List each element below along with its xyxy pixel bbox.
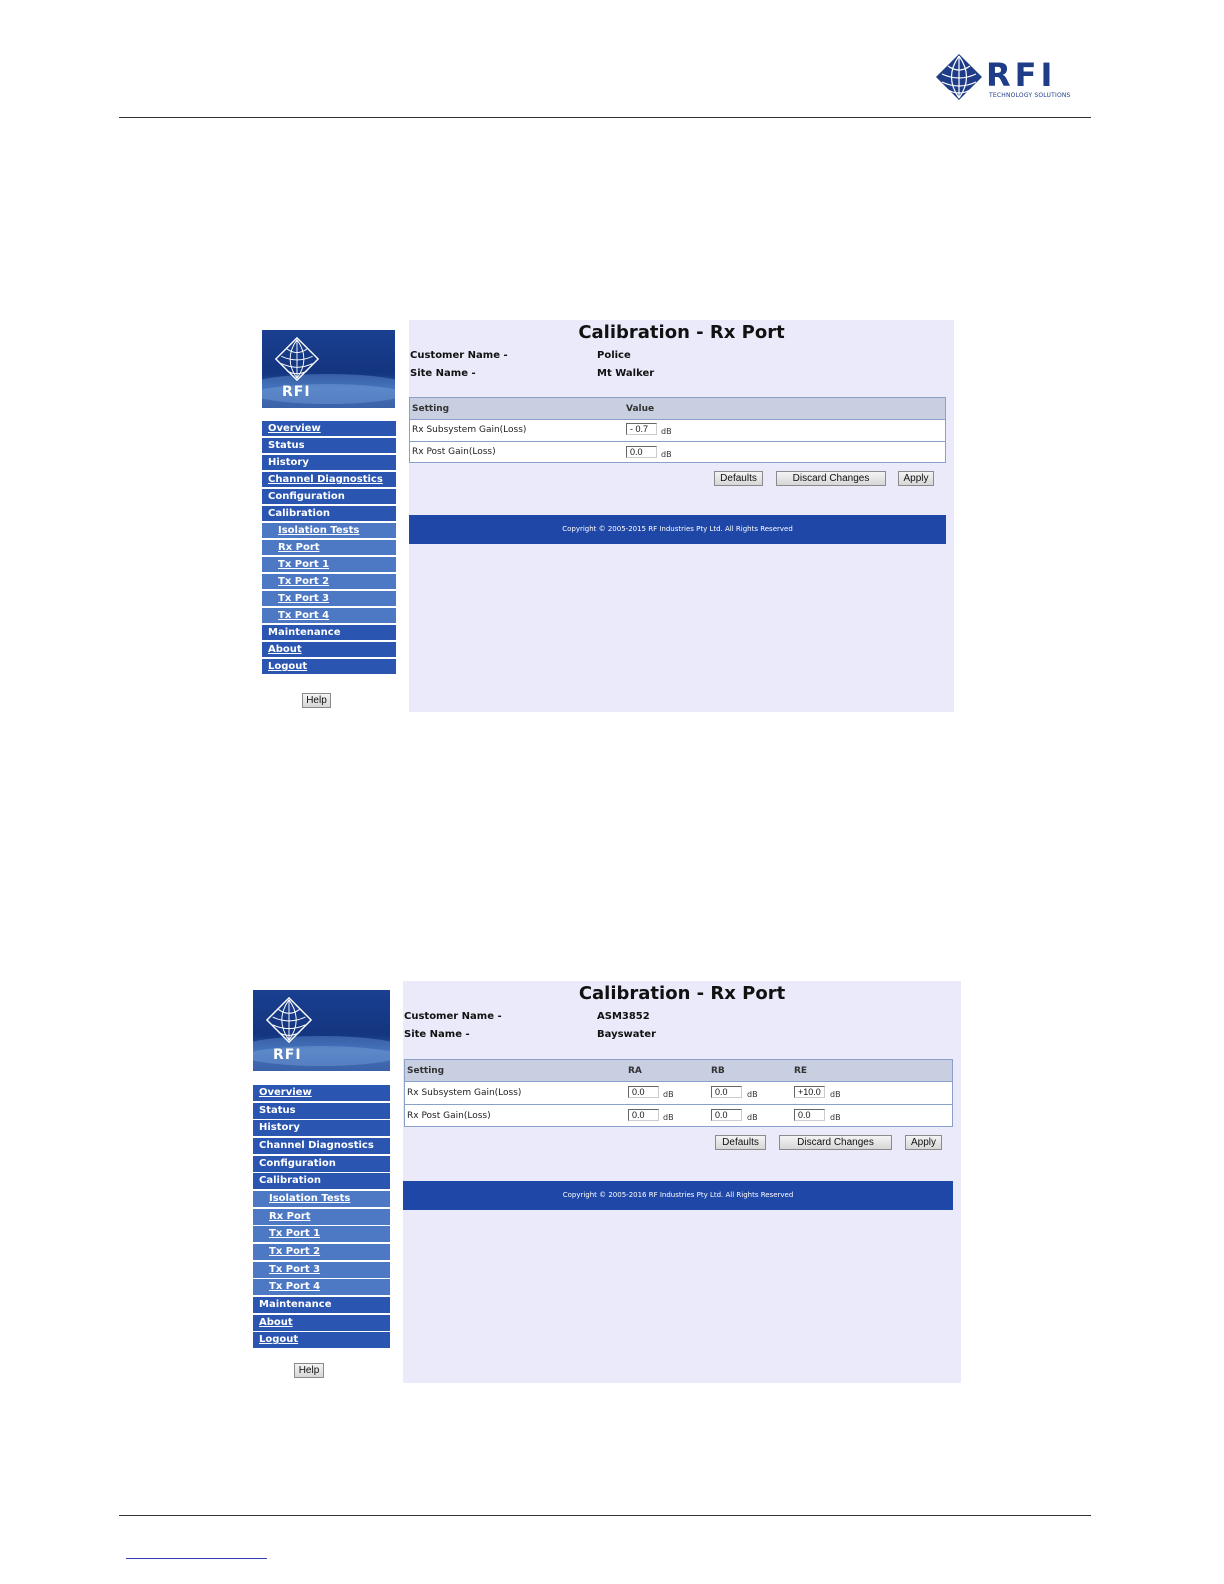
rx-subsystem-gain-ra-input[interactable]: 0.0 xyxy=(628,1086,659,1098)
nav-maintenance[interactable]: Maintenance xyxy=(262,625,396,640)
row-2-setting: Rx Post Gain(Loss) xyxy=(412,447,496,457)
customer-name-label: Customer Name - xyxy=(404,1011,502,1022)
footer-divider xyxy=(119,1515,1091,1516)
main-content xyxy=(403,981,961,1383)
header-setting: Setting xyxy=(407,1066,445,1076)
row-2-re-unit: dB xyxy=(830,1113,841,1122)
header-re: RE xyxy=(794,1066,808,1076)
nav-channel-diagnostics[interactable]: Channel Diagnostics xyxy=(253,1138,390,1154)
nav-overview[interactable]: Overview xyxy=(253,1085,390,1101)
nav-overview[interactable]: Overview xyxy=(262,421,396,436)
site-name-value: Mt Walker xyxy=(597,368,655,379)
nav-tx-port-2[interactable]: Tx Port 2 xyxy=(262,574,396,589)
company-logo xyxy=(934,52,1071,104)
antenna-globe-icon xyxy=(934,52,984,102)
nav-rx-port[interactable]: Rx Port xyxy=(262,540,396,555)
help-button[interactable]: Help xyxy=(294,1363,324,1378)
rx-subsystem-gain-re-input[interactable]: +10.0 xyxy=(794,1086,825,1098)
table-header xyxy=(405,1060,952,1082)
nav-calibration[interactable]: Calibration xyxy=(262,506,396,521)
nav-tx-port-3[interactable]: Tx Port 3 xyxy=(262,591,396,606)
nav-rx-port[interactable]: Rx Port xyxy=(253,1209,390,1225)
sidebar-brand: RFI xyxy=(273,1047,302,1063)
header-setting: Setting xyxy=(412,404,450,414)
nav-logout[interactable]: Logout xyxy=(253,1332,390,1348)
copyright-bar xyxy=(409,515,946,544)
nav-tx-port-4[interactable]: Tx Port 4 xyxy=(253,1279,390,1295)
nav-channel-diagnostics[interactable]: Channel Diagnostics xyxy=(262,472,396,487)
nav-calibration[interactable]: Calibration xyxy=(253,1173,390,1189)
calibration-table xyxy=(409,397,946,463)
table-header xyxy=(410,398,945,420)
row-1-unit: dB xyxy=(661,427,672,436)
logo-wordmark: RFI xyxy=(986,56,1057,94)
apply-button[interactable]: Apply xyxy=(905,1135,942,1150)
help-button[interactable]: Help xyxy=(302,693,331,708)
logo-tagline: TECHNOLOGY SOLUTIONS xyxy=(989,92,1071,99)
nav-tx-port-4[interactable]: Tx Port 4 xyxy=(262,608,396,623)
row-2-rb-unit: dB xyxy=(747,1113,758,1122)
rx-subsystem-gain-rb-input[interactable]: 0.0 xyxy=(711,1086,742,1098)
nav-tx-port-1[interactable]: Tx Port 1 xyxy=(262,557,396,572)
rx-post-gain-input[interactable]: 0.0 xyxy=(626,446,657,458)
defaults-button[interactable]: Defaults xyxy=(715,1135,766,1150)
nav-history[interactable]: History xyxy=(262,455,396,470)
site-name-label: Site Name - xyxy=(410,368,476,379)
copyright-text: Copyright © 2005-2016 RF Industries Pty Ltd. All Rights Reserved xyxy=(562,1191,794,1199)
discard-changes-button[interactable]: Discard Changes xyxy=(779,1135,892,1150)
rx-post-gain-re-input[interactable]: 0.0 xyxy=(794,1109,825,1121)
page-title: Calibration - Rx Port xyxy=(578,322,785,343)
row-2-unit: dB xyxy=(661,450,672,459)
sidebar-logo xyxy=(262,330,395,408)
customer-name-value: Police xyxy=(597,350,631,361)
row-1-setting: Rx Subsystem Gain(Loss) xyxy=(412,425,527,435)
nav-tx-port-1[interactable]: Tx Port 1 xyxy=(253,1226,390,1242)
row-1-rb-unit: dB xyxy=(747,1090,758,1099)
page-title: Calibration - Rx Port xyxy=(578,983,786,1004)
header-ra: RA xyxy=(628,1066,642,1076)
row-2-setting: Rx Post Gain(Loss) xyxy=(407,1111,491,1121)
apply-button[interactable]: Apply xyxy=(898,471,934,486)
main-content xyxy=(409,320,954,712)
nav-maintenance[interactable]: Maintenance xyxy=(253,1297,390,1313)
row-divider xyxy=(405,1104,952,1105)
screenshot-1 xyxy=(262,320,954,712)
nav-isolation-tests[interactable]: Isolation Tests xyxy=(253,1191,390,1207)
sidebar-brand: RFI xyxy=(282,384,311,400)
nav-status[interactable]: Status xyxy=(262,438,396,453)
sidebar-logo xyxy=(253,990,390,1071)
customer-name-value: ASM3852 xyxy=(597,1011,650,1022)
site-name-label: Site Name - xyxy=(404,1029,470,1040)
row-1-ra-unit: dB xyxy=(663,1090,674,1099)
site-name-value: Bayswater xyxy=(597,1029,657,1040)
defaults-button[interactable]: Defaults xyxy=(714,471,763,486)
copyright-bar xyxy=(403,1181,953,1210)
customer-name-label: Customer Name - xyxy=(410,350,508,361)
nav-about[interactable]: About xyxy=(253,1315,390,1331)
header-rb: RB xyxy=(711,1066,725,1076)
row-1-setting: Rx Subsystem Gain(Loss) xyxy=(407,1088,522,1098)
nav-history[interactable]: History xyxy=(253,1120,390,1136)
header-value: Value xyxy=(626,404,655,414)
nav-configuration[interactable]: Configuration xyxy=(262,489,396,504)
antenna-globe-icon xyxy=(274,336,320,382)
antenna-globe-icon xyxy=(265,996,313,1044)
row-1-re-unit: dB xyxy=(830,1090,841,1099)
nav-about[interactable]: About xyxy=(262,642,396,657)
rx-post-gain-ra-input[interactable]: 0.0 xyxy=(628,1109,659,1121)
discard-changes-button[interactable]: Discard Changes xyxy=(776,471,886,486)
rx-subsystem-gain-input[interactable]: - 0.7 xyxy=(626,423,657,435)
calibration-table xyxy=(404,1059,953,1127)
nav-status[interactable]: Status xyxy=(253,1103,390,1119)
row-2-ra-unit: dB xyxy=(663,1113,674,1122)
row-divider xyxy=(410,441,945,442)
header-divider xyxy=(119,117,1091,118)
footer-link-underline xyxy=(126,1558,267,1559)
screenshot-2 xyxy=(253,981,961,1383)
nav-configuration[interactable]: Configuration xyxy=(253,1156,390,1172)
nav-isolation-tests[interactable]: Isolation Tests xyxy=(262,523,396,538)
nav-logout[interactable]: Logout xyxy=(262,659,396,674)
nav-tx-port-2[interactable]: Tx Port 2 xyxy=(253,1244,390,1260)
rx-post-gain-rb-input[interactable]: 0.0 xyxy=(711,1109,742,1121)
copyright-text: Copyright © 2005-2015 RF Industries Pty Ltd. All Rights Reserved xyxy=(562,525,793,533)
nav-tx-port-3[interactable]: Tx Port 3 xyxy=(253,1262,390,1278)
